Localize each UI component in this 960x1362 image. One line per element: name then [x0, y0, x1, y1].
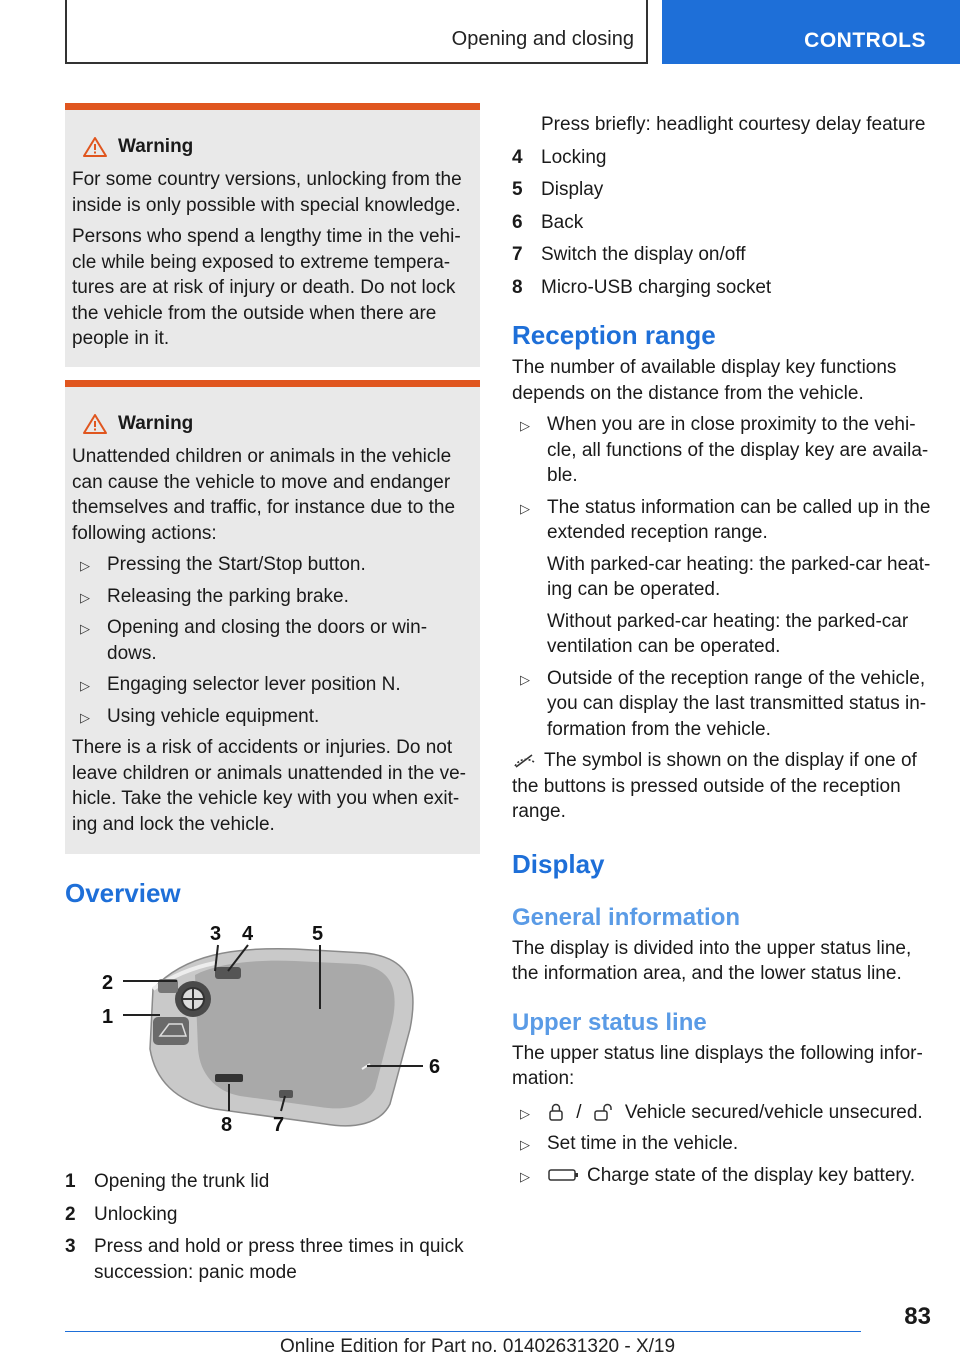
chapter-title: CONTROLS: [804, 29, 926, 52]
callout-6: 6: [429, 1056, 441, 1078]
callout-7: 7: [273, 1114, 285, 1136]
list-item: 6 Back: [512, 211, 584, 233]
header-chapter-tab: [662, 0, 960, 64]
edition-footer: Online Edition for Part no. 01402631320 - X/19: [280, 1336, 676, 1357]
bullet-triangle-icon: ▷: [520, 671, 530, 687]
lock-open-icon: [593, 1102, 617, 1122]
bullet-triangle-icon: ▷: [520, 1168, 530, 1184]
display-heading: Display: [512, 848, 605, 879]
list-item: ▷ Pressing the Start/Stop button.: [72, 552, 472, 578]
callout-4: 4: [242, 923, 254, 945]
list-item: ▷ Using vehicle equipment.: [72, 704, 472, 730]
warning2-intro: Unattended children or animals in the vehicle can cause the vehicle to move and endanger themselves and traffic, for instance due to the following actions:: [72, 446, 456, 544]
list-item: ▷ Engaging selector lever position N.: [72, 672, 472, 698]
list-item: ▷ When you are in close proximity to the vehi-cle, all functions of the display key are availa-ble.: [520, 414, 929, 486]
upper-status-line-text: The upper status line displays the following infor-mation:: [512, 1042, 923, 1089]
bullet-triangle-icon: ▷: [80, 621, 90, 636]
list-item: ▷ / Vehicle secured/vehicle unsecured.: [512, 1100, 932, 1126]
overview-heading: Overview: [65, 878, 181, 908]
upper-status-list: [512, 1100, 932, 1189]
list-item: 8 Micro-USB charging socket: [512, 276, 772, 298]
warning2-action-list: [72, 552, 472, 729]
list-item: 1 Opening the trunk lid: [65, 1171, 270, 1192]
reception-range-heading: Reception range: [512, 320, 716, 350]
warning-triangle-icon: [82, 413, 108, 435]
out-of-range-note: The symbol is shown on the display if one of the buttons is pressed outside of the reception range.: [512, 750, 917, 822]
bullet-triangle-icon: ▷: [520, 1105, 530, 1121]
list-item: 5 Display: [512, 179, 604, 200]
list-item: ▷ The status information can be called up in the extended reception range. With parked-car heating: the parked-car heat-ing can be operated. Without parked-car heating: the parked-car ventilation can be operated.: [512, 495, 932, 660]
bullet-triangle-icon: ▷: [520, 500, 530, 516]
bullet-triangle-icon: ▷: [80, 678, 90, 693]
reception-b2-heating: With parked-car heating: the parked-car heat-ing can be operated.: [547, 553, 931, 600]
callout-5: 5: [312, 923, 324, 945]
general-information-heading: General information: [512, 903, 741, 931]
item3-continuation: Press briefly: headlight courtesy delay feature: [541, 114, 926, 135]
warning-heading: [72, 411, 472, 437]
callout-8: 8: [221, 1114, 233, 1136]
list-item: ▷ Releasing the parking brake.: [72, 584, 472, 610]
warning-box-2: [65, 380, 480, 854]
display-key-illustration: [65, 919, 480, 1159]
overview-item-list-continued: [512, 145, 932, 301]
bullet-triangle-icon: ▷: [80, 558, 90, 573]
list-item: 7 Switch the display on/off: [512, 244, 746, 265]
lock-closed-icon: [547, 1102, 565, 1122]
upper-status-line-heading: Upper status line: [512, 1008, 707, 1036]
footer-divider: [65, 1331, 861, 1332]
warning-heading: [72, 134, 472, 160]
bullet-triangle-icon: ▷: [80, 709, 90, 725]
bullet-triangle-icon: ▷: [520, 418, 530, 433]
callout-1: 1: [102, 1006, 114, 1028]
left-column: [65, 103, 480, 1292]
list-item: 4 Locking: [512, 146, 607, 168]
general-information-text: The display is divided into the upper status line, the information area, and the lower status line.: [512, 937, 912, 984]
header-section-box: [65, 0, 648, 64]
overview-item-list: [65, 1169, 480, 1285]
reception-b2-ventilation: Without parked-car heating: the parked-car ventilation can be operated.: [547, 610, 909, 657]
warning-triangle-icon: [82, 136, 108, 158]
bullet-triangle-icon: ▷: [520, 1137, 530, 1152]
callout-2: 2: [102, 972, 114, 994]
warning2-outro: There is a risk of accidents or injuries. Do not leave children or animals unattended in the ve-hicle. Take the vehicle key with you when exit-ing and lock the vehicle.: [72, 737, 466, 835]
list-item: ▷ Outside of the reception range of the vehicle, you can display the last transmitted status in-formation from the vehicle.: [520, 667, 927, 740]
bullet-triangle-icon: ▷: [80, 589, 90, 605]
page-number: 83: [904, 1303, 931, 1330]
reception-list: [512, 412, 932, 742]
callout-3: 3: [210, 923, 222, 945]
list-item: ▷ Opening and closing the doors or win-dows.: [80, 617, 428, 664]
list-item: 3 Press and hold or press three times in quick succession: panic mode: [65, 1236, 464, 1283]
list-item: ▷ Set time in the vehicle.: [512, 1131, 932, 1157]
reception-intro: The number of available display key functions depends on the distance from the vehicle.: [512, 357, 897, 404]
list-item: 2 Unlocking: [65, 1203, 178, 1225]
warning-box-1: [65, 103, 480, 367]
section-title: Opening and closing: [451, 28, 634, 50]
out-of-range-icon: [512, 753, 538, 769]
list-item: ▷ Charge state of the display key battery.: [512, 1163, 932, 1189]
warning1-paragraph-2: Persons who spend a lengthy time in the vehi-cle while being exposed to extreme tempera-tures are at risk of injury or death. Do not lock the vehicle from the outside when there are people in it.: [72, 226, 461, 349]
display-key-drawing: [65, 919, 480, 1159]
warning-title: Warning: [118, 136, 194, 157]
battery-icon: [547, 1168, 581, 1182]
right-column: [512, 103, 932, 1194]
warning1-paragraph-1: For some country versions, unlocking from the inside is only possible with special knowledge.: [72, 169, 462, 216]
warning-title: Warning: [118, 413, 194, 434]
